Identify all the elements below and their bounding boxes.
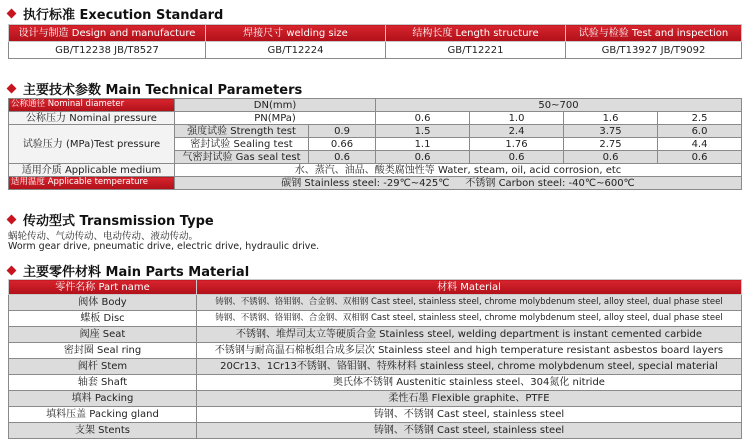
gas-value: 0.6 [470,151,564,164]
diamond-bullet-icon [7,9,17,19]
parts-title-text: 主要零件材料 Main Parts Material [23,265,250,280]
temperature-value: 碳钢 Stainless steel: -29℃~425℃ 不锈钢 Carbon steel: -40℃~600℃ [175,177,742,190]
exec-value-length: GB/T12221 [386,42,566,59]
nominal-diameter-label: 公称通径 Nominal diameter [9,99,175,112]
diamond-bullet-icon [7,84,17,94]
sealing-value: 1.76 [470,138,564,151]
table-row [9,359,742,375]
part-material: 奥氏体不锈钢 Austenitic stainless steel、304氮化 nitride [197,375,742,391]
strength-value: 6.0 [658,125,742,138]
dn-label: DN(mm) [175,99,376,112]
exec-value-design: GB/T12238 JB/T8527 [9,42,206,59]
technical-table [8,98,742,190]
parts-table [8,279,742,439]
transmission-title [8,210,214,229]
exec-header-welding: 焊接尺寸 welding size [206,25,386,42]
part-name: 填料压盖 Packing gland [9,407,197,423]
part-material: 铸钢、不锈钢 Cast steel, stainless steel [197,407,742,423]
technical-title [8,79,302,98]
exec-value-welding: GB/T12224 [206,42,386,59]
transmission-line-en: Worm gear drive, pneumatic drive, electric drive, hydraulic drive. [8,241,320,252]
execution-table [8,24,742,59]
execution-title-text: 执行标准 Execution Standard [23,8,224,23]
gas-value: 0.6 [564,151,658,164]
exec-header-length: 结构长度 Length structure [386,25,566,42]
pn-value: 1.6 [564,112,658,125]
part-material: 不锈钢、堆焊司太立等硬质合金 Stainless steel, welding department is instant cemented carbide [197,327,742,343]
strength-value: 1.5 [376,125,470,138]
parts-header-material: 材料 Material [197,280,742,295]
pn-label: PN(MPa) [175,112,376,125]
table-row [9,391,742,407]
nominal-pressure-label: 公称压力 Nominal pressure [9,112,175,125]
part-name: 密封圈 Seal ring [9,343,197,359]
temperature-label: 适用温度 Applicable temperature [9,177,175,190]
sealing-value: 0.66 [309,138,376,151]
pn-value: 1.0 [470,112,564,125]
sealing-value: 1.1 [376,138,470,151]
part-name: 蝶板 Disc [9,311,197,327]
part-name: 支架 Stents [9,423,197,439]
transmission-line-cn: 蜗轮传动、气动传动、电动传动、液动传动。 [8,231,199,242]
part-name: 阀体 Body [9,295,197,311]
medium-label: 适用介质 Applicable medium [9,164,175,177]
gas-value: 0.6 [309,151,376,164]
dn-value: 50~700 [376,99,742,112]
sealing-value: 2.75 [564,138,658,151]
table-row [9,423,742,439]
transmission-title-text: 传动型式 Transmission Type [23,214,214,229]
part-name: 阀座 Seat [9,327,197,343]
exec-value-test: GB/T13927 JB/T9092 [566,42,742,59]
part-material: 铸钢、不锈钢 Cast steel, stainless steel [197,423,742,439]
diamond-bullet-icon [7,266,17,276]
test-pressure-label: 试验压力 (MPa)Test pressure [9,125,175,164]
table-row [9,343,742,359]
sealing-value: 4.4 [658,138,742,151]
gas-value: 0.6 [658,151,742,164]
part-material: 20Cr13、1Cr13不锈钢、铬钼钢、特殊材料 stainless steel, chrome molybdenum steel, special material [197,359,742,375]
table-row [9,295,742,311]
diamond-bullet-icon [7,215,17,225]
pn-value: 0.6 [376,112,470,125]
part-material: 铸钢、不锈钢、铬钼钢、合金钢、双相钢 Cast steel, stainless steel, chrome molybdenum steel, alloy steel, dual phase steel [197,295,742,311]
strength-value: 2.4 [470,125,564,138]
gas-test-label: 气密封试验 Gas seal test [175,151,309,164]
part-material: 柔性石墨 Flexible graphite、PTFE [197,391,742,407]
table-row [9,311,742,327]
parts-header-name: 零件名称 Part name [9,280,197,295]
strength-value: 3.75 [564,125,658,138]
exec-header-design: 设计与制造 Design and manufacture [9,25,206,42]
part-material: 铸钢、不锈钢、铬钼钢、合金钢、双相钢 Cast steel, stainless steel, chrome molybdenum steel, alloy steel, dual phase steel [197,311,742,327]
medium-value: 水、蒸汽、油品、酸类腐蚀性等 Water, steam, oil, acid corrosion, etc [175,164,742,177]
table-row [9,327,742,343]
part-name: 阀杆 Stem [9,359,197,375]
table-row [9,375,742,391]
part-name: 轴套 Shaft [9,375,197,391]
parts-title [8,261,249,280]
pn-value: 2.5 [658,112,742,125]
gas-value: 0.6 [376,151,470,164]
sealing-test-label: 密封试验 Sealing test [175,138,309,151]
exec-header-test: 试验与检验 Test and inspection [566,25,742,42]
strength-test-label: 强度试验 Strength test [175,125,309,138]
execution-title [8,4,223,23]
strength-value: 0.9 [309,125,376,138]
technical-title-text: 主要技术参数 Main Technical Parameters [23,83,303,98]
part-material: 不锈钢与耐高温石棉板组合成多层次 Stainless steel and high temperature resistant asbestos board layers [197,343,742,359]
table-row [9,407,742,423]
part-name: 填料 Packing [9,391,197,407]
